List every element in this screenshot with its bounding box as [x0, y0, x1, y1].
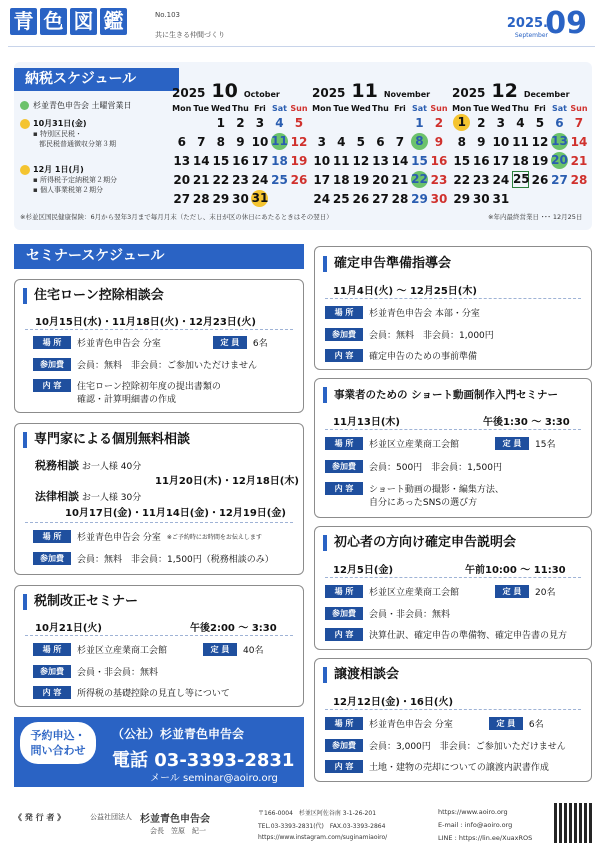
calendar-day: 18	[332, 172, 350, 187]
web-link[interactable]: https://www.aoiro.org	[438, 808, 508, 816]
calendar-day: 11	[512, 134, 529, 149]
card-title: 住宅ローン控除相談会	[23, 288, 164, 304]
fee-row	[33, 552, 274, 565]
calendar-day: 18	[271, 153, 288, 168]
address: 〒166-0004 杉並区阿佐谷南 3-1-26-201	[258, 810, 377, 817]
calendar-day: 5	[535, 115, 545, 130]
calendar-day	[390, 113, 410, 132]
calendar-day: 25	[271, 172, 288, 187]
card-title: 事業者のための ショート動画制作入門セミナー	[323, 387, 558, 403]
capacity-tag: 定 員	[213, 336, 247, 349]
calendar-day: 31	[251, 191, 269, 205]
tax-consult-dates: 11月20日(木)・12月18日(木)	[155, 476, 299, 487]
seminar-card-expert	[14, 423, 304, 575]
content-tag: 内 容	[33, 686, 71, 699]
seminar-card-transfer	[314, 658, 592, 782]
calendar-day: 26	[531, 172, 549, 187]
place: 杉並青色申告会 本部・分室	[369, 309, 480, 319]
fee-tag: 参加費	[325, 607, 363, 620]
calendar-day: 2	[477, 115, 486, 130]
calendar-day: 20	[551, 153, 568, 167]
deadline-1	[20, 118, 170, 149]
calendar-day	[312, 113, 332, 132]
content-tag: 内 容	[325, 760, 363, 773]
deadline-date: 12月 1日(月)	[33, 165, 84, 174]
cal-grid	[452, 104, 589, 208]
law-consult-dates: 10月17日(金)・11月14日(金)・12月19日(金)	[65, 508, 286, 519]
weekday-label: Mon	[452, 104, 472, 113]
card-dates: 11月4日(火) ～ 12月25日(木)	[333, 286, 477, 297]
content-tag: 内 容	[325, 482, 363, 495]
capacity: 20名	[535, 588, 556, 598]
fee: 会員：無料 非会員：1,500円（税務相談のみ）	[77, 555, 274, 565]
weekday-label: Wed	[351, 104, 371, 113]
content-row	[325, 349, 477, 362]
calendar-day	[172, 113, 192, 132]
content-row	[325, 482, 504, 508]
calendar-day: 4	[275, 115, 284, 130]
seminar-schedule-title: セミナースケジュール	[14, 244, 304, 269]
sun-icon	[20, 165, 30, 175]
seminar-card-prep	[314, 246, 592, 370]
deadline-item: ▪ 特別区民税・	[33, 130, 82, 138]
place-tag: 場 所	[325, 717, 363, 730]
cal-grid	[172, 104, 309, 208]
weekday-label: Thu	[232, 104, 249, 113]
calendar-day: 3	[496, 115, 506, 130]
calendar-day: 27	[551, 172, 568, 187]
card-time: 午後1:30 ～ 3:30	[483, 417, 570, 428]
calendar-day: 1	[452, 113, 472, 132]
calendar-day: 30	[430, 191, 448, 206]
place-row	[325, 437, 555, 450]
fee-row	[33, 358, 257, 371]
calendar-day: 6	[177, 134, 186, 149]
weekday-label: Sun	[570, 104, 588, 113]
calendar-day: 24	[313, 191, 331, 206]
place-tag: 場 所	[33, 530, 71, 543]
card-date: 12月5日(金)	[333, 565, 394, 576]
place-tag: 場 所	[33, 336, 71, 349]
issue-number: No.103	[155, 11, 180, 19]
calendar-day: 28	[570, 172, 588, 187]
place-row	[325, 306, 480, 319]
calendar-day: 12	[290, 134, 308, 149]
calendar-december	[452, 80, 589, 208]
deadline-item: 都民税普通徴収分第３期	[39, 140, 116, 148]
calendar-october	[172, 80, 309, 208]
place: 杉並区立産業商工会館	[77, 646, 168, 656]
place-row	[33, 643, 263, 656]
header-month-en: September	[514, 32, 548, 39]
content-tag: 内 容	[325, 628, 363, 641]
contact-org: （公社）杉並青色申告会	[112, 727, 245, 741]
calendar-day: 4	[337, 134, 346, 149]
content: 住宅ローン控除初年度の提出書類の 確認・計算明細書の作成	[77, 382, 221, 405]
place: 杉並青色申告会 分室	[369, 720, 453, 730]
calendar-day: 17	[313, 172, 331, 187]
calendar-day: 19	[290, 153, 308, 168]
calendar-day: 7	[197, 134, 206, 149]
cal-month-en: November	[383, 90, 431, 99]
law-consult: 法律相談 お一人様 30分	[35, 490, 142, 503]
place-tag: 場 所	[325, 437, 363, 450]
calendar-day: 8	[457, 134, 466, 149]
calendar-day: 28	[192, 191, 210, 206]
deadline-2	[20, 164, 170, 195]
place: 杉並青色申告会 分室	[77, 339, 161, 349]
calendar-november	[312, 80, 449, 208]
calendar-day	[511, 189, 531, 208]
calendar-day: 25	[332, 191, 350, 206]
calendar-day: 28	[391, 191, 409, 206]
capacity: 6名	[252, 339, 268, 349]
fee: 会員・非会員：無料	[369, 610, 451, 620]
calendar-day: 13	[173, 153, 191, 168]
logo-char: 図	[70, 8, 97, 35]
calendar-day: 17	[251, 153, 269, 168]
capacity-tag: 定 員	[489, 717, 523, 730]
content-row	[325, 760, 549, 773]
calendar-day: 30	[472, 191, 490, 206]
contact-phone[interactable]: 電話 03-3393-2831	[112, 750, 295, 771]
separator	[325, 709, 581, 710]
calendar-day: 8	[216, 134, 226, 149]
seminar-card-housing	[14, 279, 304, 413]
calendar-day: 21	[192, 172, 210, 187]
calendar-day: 19	[352, 172, 370, 187]
weekday-label: Sat	[411, 104, 427, 113]
calendar-day	[550, 189, 570, 208]
calendar-day: 8	[410, 132, 430, 151]
fee: 会員：無料 非会員：1,000円	[369, 331, 494, 341]
calendar-day: 19	[531, 153, 549, 168]
cal-month: 10	[211, 80, 238, 102]
fee-row	[325, 460, 502, 473]
fee-row	[325, 328, 494, 341]
calendar-day: 26	[290, 172, 308, 187]
weekday-label: Mon	[172, 104, 192, 113]
legend-label: 杉並青色申告会 土曜営業日	[33, 101, 132, 110]
calendar-day: 29	[411, 191, 428, 206]
card-dates: 12月12日(金)・16日(火)	[333, 697, 454, 708]
calendar-day: 26	[352, 191, 370, 206]
calendar-day: 7	[395, 134, 405, 149]
weekday-label: Tue	[473, 104, 490, 113]
fee-tag: 参加費	[33, 665, 71, 678]
tax-consult: 税務相談 お一人様 40分	[35, 459, 142, 472]
calendar-day: 13	[372, 153, 389, 168]
content-row	[33, 686, 230, 699]
fee-tag: 参加費	[325, 460, 363, 473]
calendar-day: 20	[372, 172, 389, 187]
calendar-day: 5	[294, 115, 304, 130]
calendar-day: 18	[512, 153, 529, 168]
calendar-day: 22	[453, 172, 471, 187]
weekday-label: Sat	[551, 104, 567, 113]
logo-char: 鑑	[100, 8, 127, 35]
calendar-day: 2	[434, 115, 444, 130]
seminar-card-reform	[14, 585, 304, 707]
content: 確定申告のための事前準備	[369, 352, 478, 362]
publisher-chair: 会長 笠原 紀一	[150, 827, 206, 835]
weekday-label: Wed	[211, 104, 231, 113]
card-date: 10月21日(火)	[35, 623, 102, 634]
calendar-day: 10	[313, 153, 331, 168]
calendar-day: 27	[372, 191, 389, 206]
calendar-day: 9	[434, 134, 444, 149]
calendar-day: 15	[212, 153, 230, 168]
calendar-day: 10	[492, 134, 510, 149]
capacity: 40名	[243, 646, 264, 656]
capacity: 15名	[535, 440, 556, 450]
card-title: 確定申告準備指導会	[323, 256, 451, 272]
card-time: 午前10:00 ～ 11:30	[465, 565, 566, 576]
content-row	[325, 628, 567, 641]
tel-fax: TEL.03-3393-2831(代) FAX.03-3393-2864	[258, 823, 386, 830]
publisher-label: 《 発 行 者 》	[14, 813, 66, 822]
logo	[10, 8, 127, 35]
calendar-day: 22	[212, 172, 230, 187]
fee-row	[325, 607, 450, 620]
calendar-day: 9	[477, 134, 486, 149]
fee-tag: 参加費	[325, 739, 363, 752]
calendar-day: 2	[236, 115, 245, 130]
content-tag: 内 容	[33, 379, 71, 392]
calendar-day: 14	[391, 153, 409, 168]
place-row	[33, 530, 262, 543]
place-tag: 場 所	[325, 306, 363, 319]
cal-year: 2025	[312, 86, 346, 100]
calendar-day: 11	[332, 153, 350, 168]
calendar-day	[289, 189, 309, 208]
calendar-day: 9	[236, 134, 245, 149]
publisher-corp: 公益社団法人	[90, 813, 132, 821]
calendar-day: 31	[492, 191, 510, 206]
weekday-label: Fri	[394, 104, 406, 113]
tax-note-2: ※年内最終営業日 ･･･ 12月25日	[488, 213, 583, 221]
weekday-label: Thu	[372, 104, 389, 113]
content-tag: 内 容	[325, 349, 363, 362]
calendar-day: 23	[430, 172, 448, 187]
logo-char: 色	[40, 8, 67, 35]
calendar-day: 4	[516, 115, 525, 130]
header-month: 09	[545, 6, 587, 41]
separator	[325, 429, 581, 430]
calendar-day: 15	[453, 153, 471, 168]
cal-month: 12	[491, 80, 518, 102]
card-time: 午後2:00 ～ 3:30	[190, 623, 277, 634]
calendar-day: 16	[430, 153, 448, 168]
capacity-tag: 定 員	[495, 437, 529, 450]
capacity-tag: 定 員	[495, 585, 529, 598]
calendar-day: 11	[271, 134, 288, 148]
calendar-day: 23	[232, 172, 249, 187]
fee-row	[33, 665, 158, 678]
seminar-card-beginner	[314, 526, 592, 650]
calendar-day	[192, 113, 212, 132]
cal-month-en: December	[523, 90, 570, 99]
line-link[interactable]: LINE : https://lin.ee/XuaxROS	[438, 834, 533, 842]
calendar-day: 30	[232, 191, 249, 206]
weekday-label: Wed	[491, 104, 511, 113]
calendar-day: 5	[356, 134, 366, 149]
card-title: 税制改正セミナー	[23, 594, 138, 610]
calendar-day: 3	[255, 115, 265, 130]
card-dates: 10月15日(水)・11月18日(火)・12月23日(火)	[35, 317, 256, 328]
deadline-date: 10月31日(金)	[33, 119, 87, 128]
fee: 会員：500円 非会員：1,500円	[369, 463, 502, 473]
cal-month-en: October	[243, 90, 280, 99]
calendar-day	[332, 113, 352, 132]
calendar-day: 12	[531, 134, 549, 149]
weekday-label: Fri	[254, 104, 266, 113]
calendar-day: 27	[173, 191, 191, 206]
separator	[325, 298, 581, 299]
calendar-day: 16	[232, 153, 249, 168]
deadline-item: ▪ 個人事業税第２期分	[33, 186, 103, 194]
deadline-item: ▪ 所得税予定納税第２期分	[33, 176, 117, 184]
cal-year: 2025	[452, 86, 486, 100]
fee: 会員・非会員：無料	[77, 668, 159, 678]
weekday-label: Tue	[333, 104, 350, 113]
calendar-day: 16	[472, 153, 490, 168]
content: 土地・建物の売却についての譲渡内訳書作成	[369, 763, 549, 773]
calendar-day	[270, 189, 290, 208]
weekday-label: Sun	[290, 104, 308, 113]
place: 杉並青色申告会 分室	[77, 533, 161, 543]
calendar-day: 6	[555, 115, 564, 130]
cal-month: 11	[351, 80, 378, 102]
calendar-day: 3	[317, 134, 326, 149]
tax-schedule-title: 納税スケジュール	[14, 68, 179, 91]
tagline: 共に生きる仲間づくり	[155, 31, 225, 39]
place-tag: 場 所	[325, 585, 363, 598]
email-link[interactable]: E-mail : info@aoiro.org	[438, 821, 513, 829]
green-dot-icon	[20, 101, 29, 110]
place-tag: 場 所	[33, 643, 71, 656]
calendar-day: 29	[453, 191, 471, 206]
calendar-day: 14	[192, 153, 210, 168]
calendar-day: 7	[574, 115, 584, 130]
calendar-day: 21	[570, 153, 588, 168]
qr-code-icon[interactable]	[554, 803, 594, 843]
contact-label: 予約申込・ 問い合わせ	[20, 722, 96, 764]
place-row	[325, 717, 544, 730]
publisher-org: 杉並青色申告会	[140, 814, 210, 825]
fee: 会員：無料 非会員：ご参加いただけません	[77, 361, 258, 371]
calendar-day: 6	[376, 134, 385, 149]
card-date: 11月13日(木)	[333, 417, 400, 428]
contact-email[interactable]: メール seminar@aoiro.org	[150, 773, 278, 784]
calendar-day: 24	[251, 172, 269, 187]
calendar-day: 17	[492, 153, 510, 168]
separator	[25, 635, 293, 636]
calendar-day: 12	[352, 153, 370, 168]
content: ショート動画の撮影・編集方法、 自分にあったSNSの選び方	[369, 485, 504, 508]
legend	[20, 100, 132, 111]
place-row	[325, 585, 555, 598]
calendar-day: 13	[551, 134, 568, 148]
calendar-day: 22	[411, 172, 428, 186]
weekday-label: Sat	[271, 104, 287, 113]
content: 決算仕訳、確定申告の準備物、確定申告書の見方	[369, 631, 568, 641]
divider	[8, 46, 595, 47]
card-title: 専門家による個別無料相談	[23, 432, 190, 448]
instagram-link[interactable]: https://www.instagram.com/suginamiaoiro/	[258, 834, 388, 841]
capacity: 6名	[528, 720, 544, 730]
weekday-label: Mon	[312, 104, 332, 113]
tax-note: ※杉並区国民健康保険：6月から翌年3月まで毎月月末（ただし、末日が区の休日にあたるときはその翌日）	[20, 213, 333, 221]
cal-grid	[312, 104, 449, 208]
calendar-day	[569, 189, 589, 208]
weekday-label: Fri	[534, 104, 546, 113]
calendar-day: 21	[391, 172, 409, 187]
sun-icon	[20, 119, 30, 129]
fee: 会員：3,000円 非会員：ご参加いただけません	[369, 742, 566, 752]
place: 杉並区立産業商工会館	[369, 588, 460, 598]
separator	[25, 329, 293, 330]
calendar-day: 1	[415, 115, 424, 130]
calendar-day: 10	[251, 134, 269, 149]
seminar-card-video	[314, 378, 592, 518]
cal-year: 2025	[172, 86, 206, 100]
weekday-label: Tue	[193, 104, 210, 113]
calendar-day: 15	[411, 153, 428, 168]
card-title: 初心者の方向け確定申告説明会	[323, 535, 516, 551]
calendar-day: 24	[492, 172, 510, 187]
place-row	[33, 336, 268, 349]
calendar-day	[530, 189, 550, 208]
fee-tag: 参加費	[325, 328, 363, 341]
weekday-label: Sun	[430, 104, 448, 113]
fee-tag: 参加費	[33, 358, 71, 371]
card-title: 譲渡相談会	[323, 667, 399, 683]
calendar-day: 1	[216, 115, 226, 130]
calendar-day: 14	[570, 134, 588, 149]
calendar-day: 29	[212, 191, 230, 206]
content: 所得税の基礎控除の見直し等について	[77, 689, 230, 699]
content-row	[33, 379, 221, 405]
calendar-day: 20	[173, 172, 191, 187]
header-year: 2025.	[506, 16, 548, 31]
weekday-label: Thu	[512, 104, 529, 113]
place-note: ※ご予約時にお時間をお伝えします	[166, 534, 262, 541]
calendar-day: 25	[512, 172, 530, 186]
separator	[325, 577, 581, 578]
separator	[25, 522, 293, 523]
fee-tag: 参加費	[33, 552, 71, 565]
place: 杉並区立産業商工会館	[369, 440, 460, 450]
calendar-day: 23	[472, 172, 490, 187]
calendar-day	[351, 113, 371, 132]
calendar-day	[371, 113, 391, 132]
capacity-tag: 定 員	[203, 643, 237, 656]
fee-row	[325, 739, 566, 752]
logo-char: 青	[10, 8, 37, 35]
